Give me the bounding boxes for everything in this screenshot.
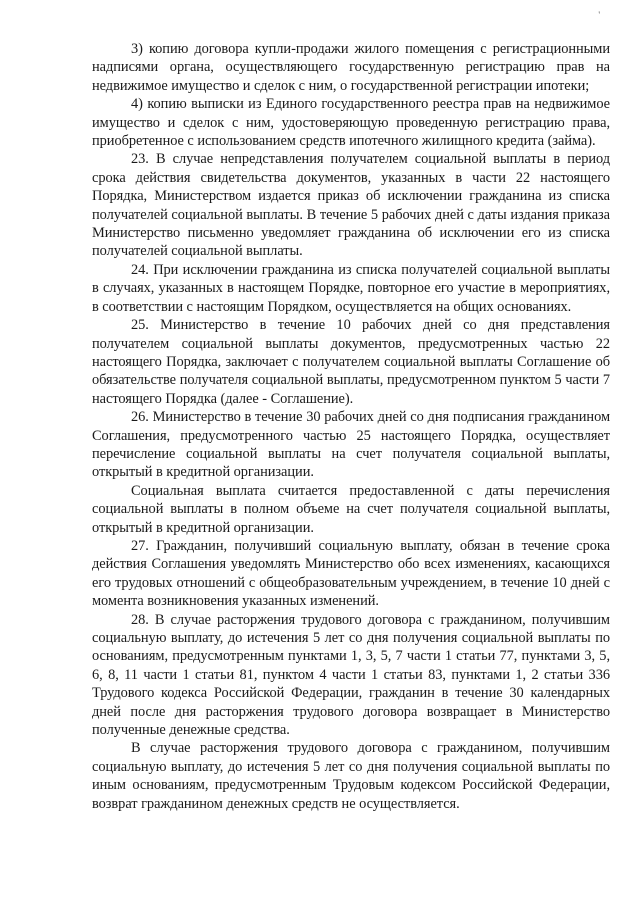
paragraph-26-continued: Социальная выплата считается предоставленной с даты перечисления социальной выплаты в полном объеме на счет получателя социальной выплаты, открытый в кредитной организации. — [92, 482, 610, 536]
paragraph-28-continued: В случае расторжения трудового договора с гражданином, получившим социальную выплату, до истечения 5 лет со дня получения социальной выплаты по иным основаниям, предусмотренным Трудовым кодексом Российской Федерации, возврат гражданином денежных средств не осуществляется. — [92, 740, 610, 812]
paragraph-27: 27. Гражданин, получивший социальную выплату, обязан в течение срока действия Соглашения уведомлять Министерство обо всех изменениях, касающихся его трудовых отношений с общеобразовательным учреждением, в течение 10 дней с момента возникновения указанных изменений. — [92, 537, 610, 610]
paragraph-26: 26. Министерство в течение 30 рабочих дней со дня подписания гражданином Соглашения, предусмотренного частью 25 настоящего Порядка, осуществляет перечисление социальной выплаты на счет получателя социальной выплаты, открытый в кредитной организации. — [92, 409, 610, 481]
paragraph-item-4: 4) копию выписки из Единого государственного реестра прав на недвижимое имущество и сделок с ним, удостоверяющую проведенную регистрацию права, приобретенное с использованием средств ипотечного жилищного кредита (займа). — [92, 96, 610, 150]
paragraph-25: 25. Министерство в течение 10 рабочих дней со дня представления получателем социальной выплаты документов, предусмотренных частью 22 настоящего Порядка, заключает с получателем социальной выплаты Соглашение об обязательстве получателя социальной выплаты, предусмотренном пунктом 5 части 7 настоящего Порядка (далее - Соглашение). — [92, 317, 610, 407]
paragraph-item-3: 3) копию договора купли-продажи жилого помещения с регистрационными надписями органа, осуществляющего государственную регистрацию прав на недвижимое имущество и сделок с ним, о государственной регистрации ипотеки; — [92, 41, 610, 94]
paragraph-23: 23. В случае непредставления получателем социальной выплаты в период срока действия свидетельства документов, указанных в части 22 настоящего Порядка, Министерством издается приказ об исключении гражданина из списка получателей социальной выплаты. В течение 5 рабочих дней с даты издания приказа Министерство письменно уведомляет гражданина об исключении его из списка получателей социальной выплаты. — [92, 151, 610, 260]
corner-mark: ' — [598, 10, 600, 20]
paragraph-24: 24. При исключении гражданина из списка получателей социальной выплаты в случаях, указанных в настоящем Порядке, повторное его участие в мероприятиях, в соответствии с настоящим Порядком, осуществляется на общих основаниях. — [92, 261, 610, 315]
paragraph-28: 28. В случае расторжения трудового договора с гражданином, получившим социальную выплату, до истечения 5 лет со дня получения социальной выплаты по основаниям, предусмотренным пунктами 1, 3, 5, 7 части 1 статьи 77, пунктами 3, 5, 6, 8, 11 части 1 статьи 81, пунктом 4 части 1 статьи 83, пунктами 1, 2 статьи 336 Трудового кодекса Российской Федерации, гражданин в течение 30 календарных дней после дня расторжения трудового договора возвращает в Министерство полученные денежные средства. — [92, 611, 610, 739]
